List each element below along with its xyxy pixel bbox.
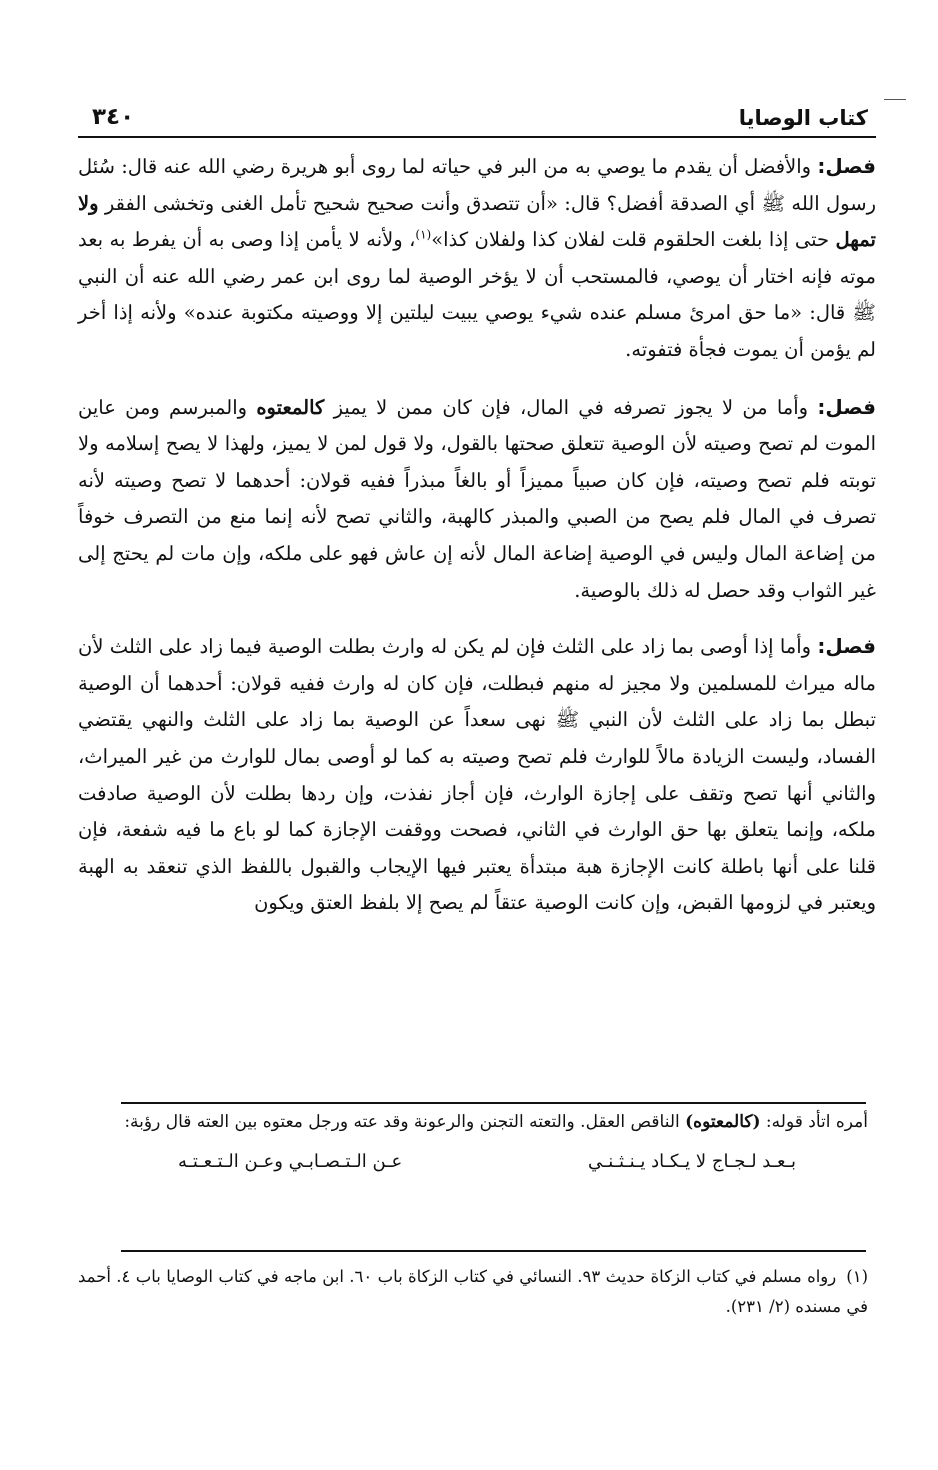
gloss-definition: الناقص العقل. والتعته التجنن والرعونة وقد عته ورجل معتوه بين العته قال رؤبة:	[124, 1112, 686, 1132]
paragraph-text: حتى إذا بلغت الحلقوم قلت لفلان كذا ولفلان كذا»	[431, 228, 836, 252]
section-paragraph	[78, 628, 876, 922]
paragraph-text: ، ولأنه لا يأمن إذا وصى به أن يفرط به بعد موته فإنه اختار أن يوصي، فالمستحب أن لا يؤخر الوصية لما روى ابن عمر رضي الله عنه أن النبي ﷺ قال: «ما حق امرئ مسلم عنده شيء يوصي يبيت ليلتين إلا ووصيته مكتوبة عنده» ولأنه إذا أخر لم يؤمن أن يموت فجأة فتفوته.	[78, 228, 876, 361]
paragraph-text: والأفضل أن يقدم ما يوصي به من البر في حياته لما روى أبو هريرة رضي الله عنه قال: سُئل رسول الله ﷺ أي الصدقة أفضل؟ قال: «أن تتصدق وأنت صحيح شحيح تأمل الغنى وتخشى الفقر	[78, 155, 876, 215]
footnote-number: (١)	[846, 1267, 868, 1286]
book-title: كتاب الوصايا	[738, 106, 868, 130]
verse-second-half: عـن الـتـصـابـي وعـن الـتـعـتـه	[178, 1151, 403, 1172]
poetry-verse	[178, 1147, 796, 1176]
paragraph-text: وأما إذا أوصى بما زاد على الثلث فإن لم يكن له وارث بطلت الوصية فيما زاد على الثلث لأن ماله ميراث للمسلمين ولا مجيز له منهم فبطلت، فإن كان له وارث ففيه قولان: أحدهما أن الوصية تبطل بما زاد على الثلث لأن النبي ﷺ نهى سعداً عن الوصية بما زاد على الثلث والنهي يقتضي الفساد، وليست الزيادة مالاً للوارث فلم تصح وصيته به كما لو أوصى بمال للوارث من غير الميراث، والثاني أنها تصح وتقف على إجازة الوارث، فإن أجاز نفذت، وإن ردها بطلت لأن الوصية صادفت ملكه، وإنما يتعلق بها حق الوارث في الثاني، فصحت ووقفت الإجازة كما لو باع ما فيه شفعة، فإن قلنا على أنها باطلة كانت الإجازة هبة مبتدأة يعتبر فيها الإيجاب والقبول باللفظ الذي تنعقد به الهبة ويعتبر في لزومها القبض، وإن كانت الوصية عتقاً لم يصح إلا بلفظ العتق ويكون	[78, 635, 876, 915]
verse-first-half: بـعـد لـجـاج لا يـكـاد يـنـثـنـي	[588, 1151, 796, 1172]
section-paragraph	[78, 148, 876, 369]
paragraph-text: وأما من لا يجوز تصرفه في المال، فإن كان ممن لا يميز	[324, 395, 818, 419]
footnote-item	[78, 1262, 868, 1322]
bold-phrase: ولا تمهل	[78, 191, 876, 252]
header-rule	[78, 136, 876, 138]
footnote-text: رواه مسلم في كتاب الزكاة حديث ٩٣. النسائي في كتاب الزكاة باب ٦٠. ابن ماجه في كتاب الوصايا باب ٤. أحمد في مسنده (٢/ ٢٣١).	[78, 1267, 868, 1316]
gloss-intro: أمره اتأد قوله:	[760, 1112, 868, 1132]
paragraph-text: والمبرسم ومن عاين الموت لم تصح وصيته لأن الوصية تتعلق صحتها بالقول، ولا قول لمن لا يميز، ولهذا لا يصح إسلامه ولا توبته فلم تصح وصيته، فإن كان صبياً مميزاً أو بالغاً مبذراً ففيه قولان: أحدهما لا تصح وصيته لأنه تصرف في المال فلم يصح من الصبي والمبذر كالهبة، والثاني تصح لأنه إنما منع من التصرف خوفاً من إضاعة المال وليس في الوصية إضاعة المال لأنه إن عاش فهو على ملكه، وإن مات لم يحتج إلى غير الثواب وقد حصل له ذلك بالوصية.	[78, 395, 876, 602]
footnote-rule	[121, 1250, 866, 1252]
gloss-note	[78, 1108, 868, 1176]
page-header	[92, 90, 868, 130]
section-heading: فصل:	[817, 634, 876, 659]
footnote-reference[interactable]: (١)	[415, 227, 432, 242]
gloss-rule	[121, 1102, 866, 1104]
section-heading: فصل:	[817, 154, 876, 178]
main-text	[78, 148, 876, 942]
section-paragraph	[78, 389, 876, 610]
page-number: ٣٤٠	[92, 104, 135, 130]
gloss-text	[78, 1108, 868, 1137]
gloss-term: (كالمعتوه)	[685, 1112, 761, 1132]
corner-mark	[884, 99, 906, 100]
bold-phrase: كالمعتوه	[256, 395, 325, 419]
section-heading: فصل:	[817, 394, 876, 419]
footnotes	[78, 1262, 868, 1322]
